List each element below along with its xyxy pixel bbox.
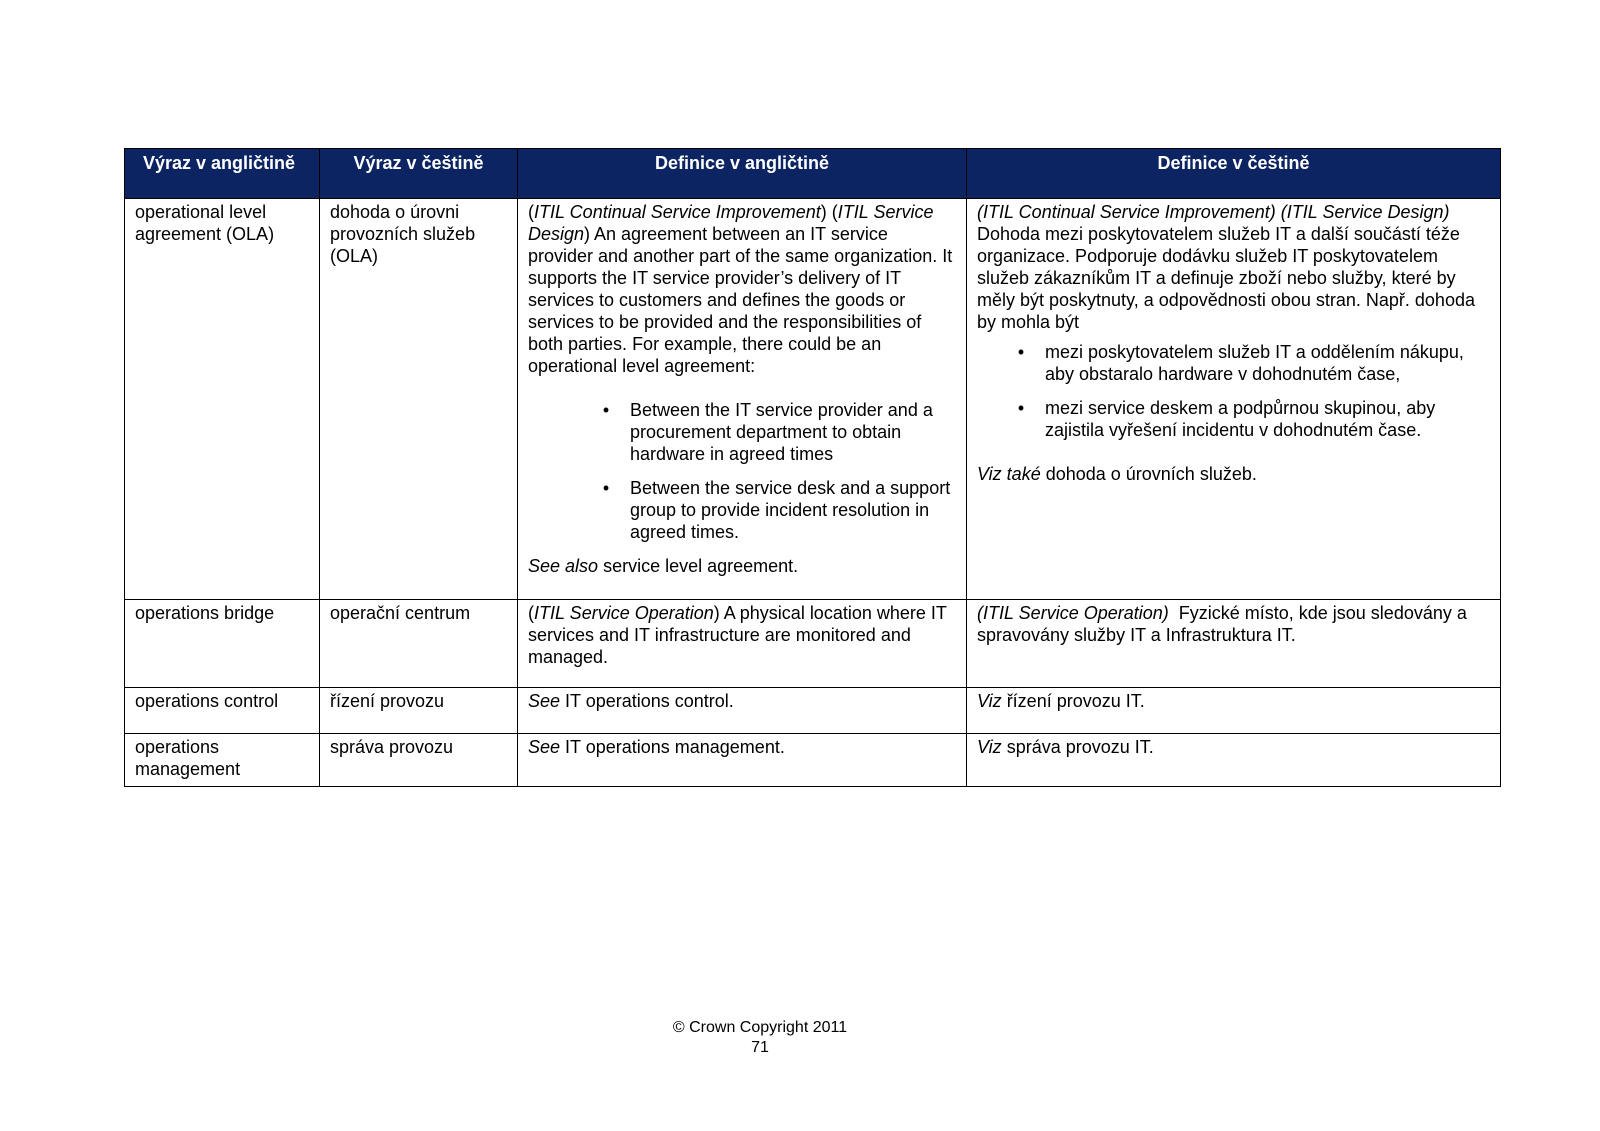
see-also-target: dohoda o úrovních služeb. xyxy=(1040,464,1257,484)
definition-text: IT operations management. xyxy=(560,737,785,757)
see-also-target: service level agreement. xyxy=(598,556,799,576)
term-czech: řízení provozu xyxy=(330,691,445,711)
text-fragment: ( xyxy=(528,202,534,222)
book-reference: ITIL Service Operation xyxy=(534,603,714,623)
term-english-cell xyxy=(125,734,320,787)
text-fragment: ( xyxy=(528,603,534,623)
see-label: Viz xyxy=(977,737,1002,757)
term-czech-cell xyxy=(320,734,518,787)
text-fragment: ) ( xyxy=(820,202,838,222)
header-term-czech: Výraz v češtině xyxy=(320,149,518,199)
definition-czech-paragraph xyxy=(977,201,1490,333)
see-also-reference xyxy=(977,463,1490,485)
table-row xyxy=(125,600,1501,688)
term-czech: správa provozu xyxy=(330,737,454,757)
see-label: See xyxy=(528,691,561,711)
list-item-text: Between the IT service provider and a procurement department to obtain hardware in agreed times xyxy=(630,400,933,464)
table-row xyxy=(125,688,1501,734)
bullet-icon: • xyxy=(602,400,610,420)
definition-czech-cell xyxy=(967,600,1501,688)
page-number: 71 xyxy=(751,1039,769,1056)
bullet-icon: • xyxy=(1017,398,1025,418)
book-reference: (ITIL Continual Service Improvement) (ITIL Service Design) xyxy=(977,202,1450,222)
definition-english-bullets xyxy=(528,399,956,543)
term-english-cell xyxy=(125,199,320,600)
term-czech-cell xyxy=(320,600,518,688)
definition-text: ) A physical location where IT services and IT infrastructure are monitored and managed. xyxy=(528,603,947,667)
term-english-cell xyxy=(125,600,320,688)
table-header-row xyxy=(125,149,1501,199)
page-footer xyxy=(0,1018,1520,1058)
definition-english-cell xyxy=(518,734,967,787)
see-also-reference xyxy=(528,555,956,577)
term-english: operations bridge xyxy=(135,603,275,623)
header-definition-english: Definice v angličtině xyxy=(518,149,967,199)
list-item-text: Between the service desk and a support group to provide incident resolution in agreed times. xyxy=(630,478,951,542)
definition-english-cell xyxy=(518,688,967,734)
term-english: operations control xyxy=(135,691,279,711)
book-reference: (ITIL Service Operation) xyxy=(977,603,1169,623)
list-item xyxy=(1017,341,1490,385)
definition-text: Dohoda mezi poskytovatelem služeb IT a další součástí téže organizace. Podporuje dodávku služeb IT poskytovatelem služeb zákazníkům IT a definuje zboží nebo služby, které by měly být poskytnuty, a odpovědnosti obou stran. Např. dohoda by mohla být xyxy=(977,224,1475,332)
see-also-label: See also xyxy=(528,556,599,576)
glossary-table xyxy=(124,148,1501,787)
see-label: See xyxy=(528,737,561,757)
term-czech: dohoda o úrovni provozních služeb (OLA) xyxy=(330,202,476,266)
definition-text: řízení provozu IT. xyxy=(1001,691,1145,711)
book-reference: ITIL Service Design xyxy=(528,202,934,244)
definition-text: správa provozu IT. xyxy=(1001,737,1154,757)
term-czech-cell xyxy=(320,688,518,734)
bullet-icon: • xyxy=(602,478,610,498)
see-also-label: Viz také xyxy=(977,464,1041,484)
bullet-icon: • xyxy=(1017,342,1025,362)
list-item-text: mezi poskytovatelem služeb IT a oddělením nákupu, aby obstaralo hardware v dohodnutém čase, xyxy=(1045,342,1464,384)
term-english: operational level agreement (OLA) xyxy=(135,202,275,244)
table-row xyxy=(125,199,1501,600)
term-czech: operační centrum xyxy=(330,603,471,623)
definition-czech-cell xyxy=(967,734,1501,787)
term-english: operations management xyxy=(135,737,241,779)
definition-czech-bullets xyxy=(977,341,1490,441)
table-row xyxy=(125,734,1501,787)
definition-czech-cell xyxy=(967,199,1501,600)
definition-czech-cell xyxy=(967,688,1501,734)
list-item xyxy=(1017,397,1490,441)
see-label: Viz xyxy=(977,691,1002,711)
copyright-notice: © Crown Copyright 2011 xyxy=(672,1019,848,1036)
list-item xyxy=(602,477,956,543)
definition-text: Fyzické místo, kde jsou sledovány a spravovány služby IT a Infrastruktura IT. xyxy=(977,603,1472,645)
definition-english-cell xyxy=(518,600,967,688)
definition-english-paragraph xyxy=(528,201,956,377)
definition-english-cell xyxy=(518,199,967,600)
list-item-text: mezi service deskem a podpůrnou skupinou, aby zajistila vyřešení incidentu v dohodnutém čase. xyxy=(1045,398,1436,440)
book-reference: ITIL Continual Service Improvement xyxy=(534,202,821,222)
definition-text: IT operations control. xyxy=(560,691,734,711)
term-czech-cell xyxy=(320,199,518,600)
list-item xyxy=(602,399,956,465)
term-english-cell xyxy=(125,688,320,734)
header-term-english: Výraz v angličtině xyxy=(125,149,320,199)
header-definition-czech: Definice v češtině xyxy=(967,149,1501,199)
definition-text: ) An agreement between an IT service provider and another part of the same organization. It supports the IT service provider’s delivery of IT services to customers and defines the goods or services to be provided and the responsibilities of both parties. For example, there could be an operational level agreement: xyxy=(528,224,953,376)
